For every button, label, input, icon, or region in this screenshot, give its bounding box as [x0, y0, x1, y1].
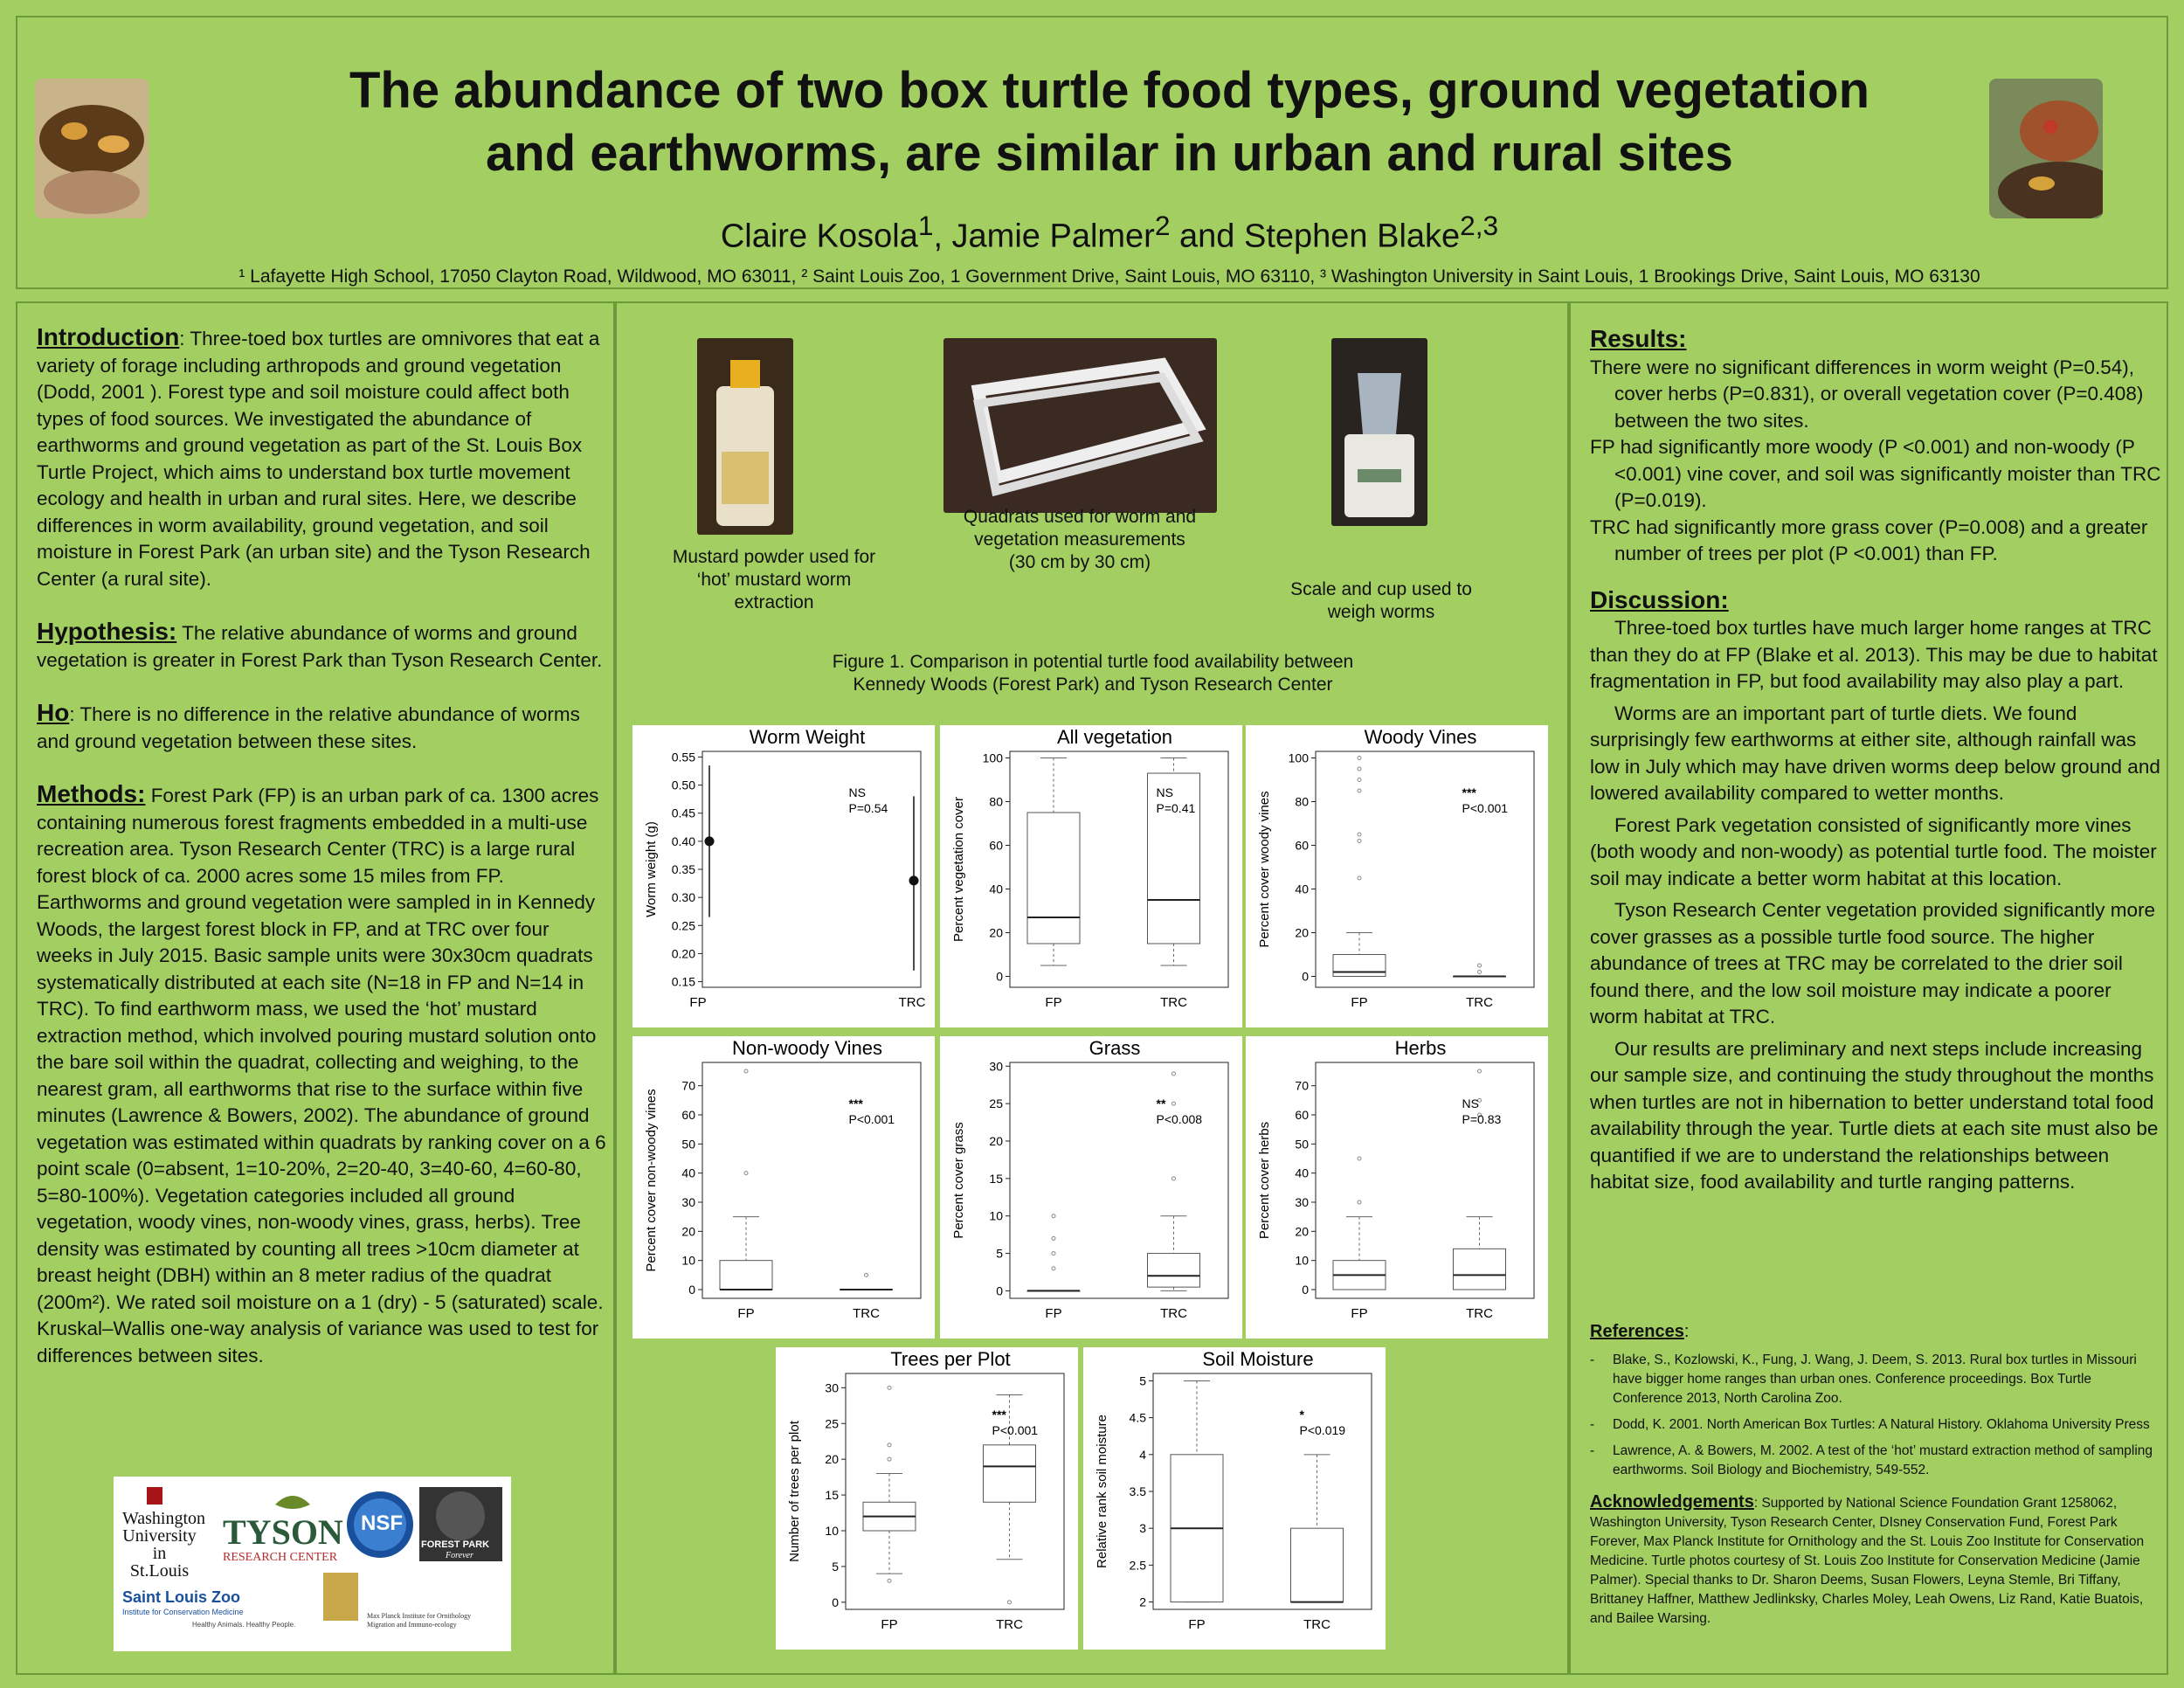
header-panel [16, 16, 2168, 289]
y-tick-label: 10 [681, 1253, 695, 1268]
p-value-label: P<0.019 [1299, 1423, 1346, 1437]
y-tick-label: 40 [989, 882, 1003, 896]
discussion-heading: Discussion: [1590, 585, 1729, 613]
x-tick-label: FP [689, 995, 707, 1010]
y-tick-label: 4 [1139, 1447, 1146, 1462]
outlier-point [888, 1579, 891, 1582]
intro-section [37, 324, 609, 592]
ho-text: : There is no difference in the relative abundance of worms and ground vegetation between these sites. [37, 703, 580, 752]
y-axis-label: Percent vegetation cover [951, 797, 966, 942]
p-value-label: P=0.54 [848, 801, 888, 815]
maxplanck-logo [367, 1612, 471, 1629]
discussion-paragraph: Worms are an important part of turtle diets. We found surprisingly few earthworms at either site, although rainfall was low in July which may have driven worms deep below ground and lowered availability compared to wetter months. [1590, 702, 2160, 804]
outlier-point [744, 1172, 748, 1175]
zoo-logo-sub: Institute for Conservation Medicine [122, 1608, 244, 1616]
x-tick-label: FP [737, 1306, 755, 1321]
y-tick-label: 0.35 [671, 862, 695, 876]
poster-title [280, 59, 1939, 185]
outlier-point [1052, 1214, 1055, 1218]
caption-line: Mustard powder used for [672, 547, 876, 567]
box [1333, 955, 1386, 977]
title-line-1: The abundance of two box turtle food types, ground vegetation [349, 62, 1870, 119]
scale-caption [1268, 578, 1495, 624]
author-name: and Stephen Blake [1170, 218, 1461, 255]
washu-logo-line: University [122, 1526, 197, 1546]
nsf-logo: NSF [361, 1512, 403, 1535]
significance-marker: *** [848, 1097, 863, 1110]
y-axis-label: Percent cover grass [951, 1122, 966, 1239]
y-tick-label: 0.30 [671, 890, 695, 905]
mean-point [909, 875, 919, 885]
y-tick-label: 0.50 [671, 778, 695, 792]
caption-line: (30 cm by 30 cm) [1008, 552, 1151, 572]
significance-marker: NS [848, 785, 866, 799]
chart-non-woody-vines [632, 1036, 935, 1339]
maxplanck-logo-line: Migration and Immuno-ecology [367, 1621, 457, 1629]
chart-title: Worm Weight [749, 726, 866, 748]
scale-photo [1331, 338, 1427, 526]
quadrat-caption [923, 506, 1237, 574]
x-tick-label: TRC [898, 995, 926, 1010]
chart-svg [940, 725, 1242, 1027]
affiliations: ¹ Lafayette High School, 17050 Clayton Road, Wildwood, MO 63011, ² Saint Louis Zoo, 1 Government Drive, Saint Louis, MO 63110, ³ Washington University in Saint Louis, 1 Brookings Drive, Saint Louis, MO 63130 [238, 266, 1980, 287]
y-tick-label: 3.5 [1129, 1484, 1146, 1498]
title-line-2: and earthworms, are similar in urban and rural sites [486, 125, 1733, 182]
methods-text: Forest Park (FP) is an urban park of ca. 1300 acres containing numerous forest fragments embedded in a multi-use recreation area. Tyson Research Center (TRC) is a large rural forest block of ca. 2000 acres some 15 miles from FP. Earthworms and ground vegetation were sampled in in Kennedy Woods, the largest forest block in FP, and at TRC over four weeks in July 2015. Basic sample units were 30x30cm quadrats systematically distributed at each site (N=18 in FP and N=14 in TRC). To find earthworm mass, we used the ‘hot’ mustard extraction method, which involved pouring mustard solution onto the bare soil within the quadrat, collecting and weighing, to the nearest gram, all earthworms that rise to the surface within five minutes (Lawrence & Bowers, 2002). The abundance of ground vegetation was estimated within quadrats by ranking cover on a 6 point scale (0=absent, 1=10-20%, 2=20-40, 3=40-60, 4=60-80, 5=80-100%). Vegetation categories included all ground vegetation, woody vines, non-woody vines, grass, herbs). Tree density was estimated by counting all trees >10cm diameter at breast height (DBH) within an 8 meter radius of the quadrat (200m²). We rated soil moisture on a 1 (dry) - 5 (saturated) scale. Kruskal–Wallis one-way analysis of variance was used to test for differences between sites. [37, 785, 606, 1366]
sponsor-logos [114, 1477, 511, 1651]
y-tick-label: 0.45 [671, 806, 695, 820]
y-tick-label: 0.40 [671, 834, 695, 848]
significance-marker: * [1299, 1408, 1304, 1422]
chart-frame [1316, 751, 1534, 987]
y-tick-label: 80 [989, 794, 1003, 809]
reference-text: Blake, S., Kozlowski, K., Fung, J. Wang, J. Deem, S. 2013. Rural box turtles in Missouri have bigger home ranges than urban ones. Conference proceedings. Box Turtle Conference 2013, North Carolina Zoo. [1613, 1352, 2137, 1406]
washu-logo-line: in St.Louis [129, 1544, 190, 1581]
author-name: , Jamie Palmer [933, 218, 1155, 255]
y-tick-label: 0.15 [671, 974, 695, 989]
y-tick-label: 20 [989, 925, 1003, 940]
acknowledgements [1590, 1492, 2162, 1629]
p-value-label: P<0.008 [1156, 1112, 1203, 1126]
outlier-point [1358, 840, 1361, 843]
mustard-caption [617, 546, 931, 614]
left-text [37, 324, 609, 1369]
y-tick-label: 15 [825, 1488, 839, 1503]
y-tick-label: 5 [832, 1559, 839, 1574]
y-tick-label: 3 [1139, 1521, 1146, 1536]
y-axis-label: Percent cover woody vines [1257, 791, 1272, 948]
x-tick-label: FP [1045, 995, 1062, 1010]
y-tick-label: 2 [1139, 1595, 1146, 1609]
y-tick-label: 25 [825, 1416, 839, 1431]
caption-line: vegetation measurements [974, 529, 1185, 550]
outlier-point [1478, 1069, 1482, 1073]
x-tick-label: TRC [853, 1306, 880, 1321]
y-tick-label: 5 [1139, 1373, 1146, 1388]
x-tick-label: FP [1045, 1306, 1062, 1321]
outlier-point [1358, 1200, 1361, 1204]
y-tick-label: 20 [1295, 1224, 1309, 1239]
references-section: References: - Blake, S., Kozlowski, K., Fung, J. Wang, J. Deem, S. 2013. Rural box turtles in Missouri have bigger home ranges than urban ones. Conference proceedings. Box Turtle Conference 2013, North Carolina Zoo. - Dodd, K. 2001. North American Box Turtles: A Natural History. Oklahoma University Press - Lawrence, A. & Bowers, M. 2002. A test of the ‘hot’ mustard extraction method of sampling earthworms. Soil Biology and Biochemistry, 549-552. Acknowledgements: Supported by National Science Foundation Grant 1258062, Washington University, Tyson Research Center, DIsney Conservation Fund, Forest Park Forever, Max Planck Institute for Ornithology and the St. Louis Zoo Institute for Conservation Medicine. Turtle photos courtesy of St. Louis Zoo Institute for Conservation Medicine (Jamie Palmer). Special thanks to Dr. Sharon Deems, Susan Flowers, Leyna Stemle, Bri Tiffany, Brittaney Haffner, Matthew Jedlinksky, Charles Moley, Leah Owens, Liz Rand, Katie Buatois, and Bailee Warsing. [1590, 1318, 2162, 1629]
y-tick-label: 40 [681, 1166, 695, 1180]
outlier-point [888, 1443, 891, 1447]
acknowledgements-text: : Supported by National Science Foundation Grant 1258062, Washington University, Tyson Research Center, DIsney Conservation Fund, Forest Park Forever, Max Planck Institute for Ornithology and the St. Louis Zoo Institute for Conservation Medicine. Turtle photos courtesy of St. Louis Zoo Institute for Conservation Medicine (Jamie Palmer). Special thanks to Dr. Sharon Deems, Susan Flowers, Leyna Stemle, Bri Tiffany, Brittaney Haffner, Matthew Jedlinksky, Charles Moley, Leah Owens, Liz Rand, Katie Buatois, and Bailee Warsing. [1590, 1495, 2145, 1626]
y-tick-label: 70 [681, 1078, 695, 1093]
chart-svg [1246, 1036, 1548, 1339]
results-item: FP had significantly more woody (P <0.001) and non-woody (P <0.001) vine cover, and soil was significantly moister than TRC (P=0.019). [1590, 436, 2161, 511]
y-tick-label: 30 [825, 1380, 839, 1395]
caption-line: weigh worms [1327, 602, 1435, 622]
ho-section [37, 700, 609, 755]
y-tick-label: 80 [1295, 794, 1309, 809]
y-tick-label: 50 [1295, 1137, 1309, 1152]
significance-marker: NS [1156, 785, 1173, 799]
y-tick-label: 10 [989, 1208, 1003, 1223]
y-tick-label: 0.25 [671, 918, 695, 933]
washu-logo-line: Washington [122, 1509, 206, 1528]
y-tick-label: 50 [681, 1137, 695, 1152]
y-axis-label: Worm weight (g) [644, 821, 659, 917]
y-tick-label: 30 [1295, 1195, 1309, 1209]
y-tick-label: 20 [825, 1452, 839, 1467]
outlier-point [888, 1457, 891, 1461]
y-tick-label: 0 [996, 969, 1003, 984]
outlier-point [1358, 789, 1361, 792]
x-tick-label: FP [1351, 995, 1368, 1010]
significance-marker: *** [992, 1408, 1006, 1422]
turtle-photo-left [35, 79, 149, 218]
reference-text: Lawrence, A. & Bowers, M. 2002. A test of the ‘hot’ mustard extraction method of sampling earthworms. Soil Biology and Biochemistry, 549-552. [1613, 1442, 2153, 1477]
outlier-point [1052, 1252, 1055, 1256]
chart-title: Woody Vines [1364, 726, 1477, 748]
reference-text: Dodd, K. 2001. North American Box Turtles: A Natural History. Oklahoma University Press [1613, 1416, 2150, 1432]
y-tick-label: 0 [832, 1595, 839, 1609]
chart-svg [776, 1347, 1078, 1650]
chart-title: Grass [1089, 1037, 1141, 1059]
chart-woody-vines [1246, 725, 1548, 1027]
chart-title: All vegetation [1056, 726, 1173, 748]
ho-heading: Ho [37, 699, 70, 726]
outlier-point [1358, 833, 1361, 836]
x-tick-label: TRC [1466, 995, 1493, 1010]
references-heading: References [1590, 1322, 1684, 1341]
caption-line: ‘hot’ mustard worm [696, 570, 852, 590]
mustard-photo [697, 338, 793, 535]
y-tick-label: 4.5 [1129, 1410, 1146, 1425]
hypothesis-heading: Hypothesis: [37, 618, 177, 645]
y-tick-label: 5 [996, 1246, 1003, 1261]
y-tick-label: 60 [1295, 838, 1309, 853]
y-tick-label: 0 [996, 1283, 1003, 1298]
box [1291, 1528, 1344, 1602]
outlier-point [1478, 971, 1482, 974]
chart-title: Soil Moisture [1202, 1348, 1314, 1370]
box [1148, 773, 1200, 944]
outlier-point [1358, 1157, 1361, 1160]
outlier-point [1172, 1072, 1176, 1076]
results-item: TRC had significantly more grass cover (P=0.008) and a greater number of trees per plot (P <0.001) than FP. [1590, 515, 2148, 564]
significance-marker: NS [1462, 1097, 1479, 1110]
y-tick-label: 2.5 [1129, 1558, 1146, 1573]
authors [280, 210, 1939, 256]
box [984, 1445, 1036, 1502]
x-tick-label: TRC [1160, 1306, 1187, 1321]
discussion-paragraph: Three-toed box turtles have much larger home ranges at TRC than they do at FP (Blake et al. 2013). This may be due to habitat fragmentation in FP, but food availability may also play a part. [1590, 617, 2158, 692]
x-tick-label: FP [1351, 1306, 1368, 1321]
tyson-logo-sub: RESEARCH CENTER [223, 1551, 338, 1564]
y-tick-label: 60 [1295, 1108, 1309, 1122]
chart-title: Herbs [1394, 1037, 1447, 1059]
outlier-point [1052, 1267, 1055, 1270]
chart-svg [940, 1036, 1242, 1339]
author-sup: 2,3 [1460, 210, 1499, 241]
y-tick-label: 100 [1288, 751, 1309, 765]
quadrat-photo [943, 338, 1217, 513]
author-sup: 1 [917, 210, 934, 241]
forest-park-logo-sub: Forever [446, 1551, 473, 1560]
caption-line: extraction [734, 592, 814, 612]
chart-svg [632, 725, 935, 1027]
y-axis-label: Relative rank soil moisture [1095, 1415, 1109, 1568]
y-tick-label: 0.20 [671, 946, 695, 961]
chart-grass [940, 1036, 1242, 1339]
x-tick-label: TRC [1466, 1306, 1493, 1321]
chart-worm-weight [632, 725, 935, 1027]
tyson-logo: TYSON [223, 1512, 343, 1552]
y-tick-label: 0.55 [671, 750, 695, 764]
y-tick-label: 0 [1302, 969, 1309, 984]
reference-item: - Dodd, K. 2001. North American Box Turtles: A Natural History. Oklahoma University Press [1590, 1416, 2150, 1432]
y-tick-label: 15 [989, 1171, 1003, 1186]
caption-line: Kennedy Woods (Forest Park) and Tyson Research Center [853, 675, 1333, 695]
y-tick-label: 0 [1302, 1283, 1309, 1297]
outlier-point [1358, 876, 1361, 880]
box [1148, 1254, 1200, 1288]
washu-logo [122, 1509, 206, 1581]
results-heading: Results: [1590, 325, 1687, 352]
significance-marker: *** [1462, 785, 1476, 799]
figure-caption [704, 651, 1482, 696]
x-tick-label: TRC [1160, 995, 1187, 1010]
significance-marker: ** [1156, 1097, 1166, 1110]
caption-line: Scale and cup used to [1290, 579, 1472, 599]
chart-all-vegetation [940, 725, 1242, 1027]
x-tick-label: TRC [1303, 1617, 1330, 1632]
p-value-label: P=0.83 [1462, 1112, 1502, 1126]
maxplanck-logo-line: Max Planck Institute for Ornithology [367, 1612, 472, 1620]
chart-svg [1083, 1347, 1386, 1650]
box [1454, 1249, 1506, 1290]
outlier-point [1358, 767, 1361, 771]
y-tick-label: 20 [989, 1134, 1003, 1148]
chart-title: Trees per Plot [890, 1348, 1011, 1370]
y-tick-label: 60 [989, 838, 1003, 853]
y-tick-label: 20 [681, 1224, 695, 1239]
y-axis-label: Percent cover non-woody vines [644, 1089, 659, 1272]
reference-item: - Lawrence, A. & Bowers, M. 2002. A test of the ‘hot’ mustard extraction method of sampling earthworms. Soil Biology and Biochemistry, 549-552. [1590, 1442, 2153, 1477]
outlier-point [1358, 757, 1361, 760]
outlier-point [744, 1069, 748, 1073]
chart-frame [702, 751, 921, 987]
discussion-paragraph: Tyson Research Center vegetation provided significantly more cover grasses as a possible turtle food source. The higher abundance of trees at TRC may be correlated to the drier soil found there, and the low soil moisture may indicate a poorer worm habitat at TRC. [1590, 899, 2156, 1027]
outlier-point [1008, 1601, 1012, 1604]
p-value-label: P<0.001 [848, 1112, 895, 1126]
acknowledgements-heading: Acknowledgements [1590, 1491, 1754, 1512]
outlier-point [1358, 778, 1361, 782]
mean-point [705, 836, 715, 846]
author-sup: 2 [1154, 210, 1171, 241]
right-column [1569, 301, 2168, 1675]
p-value-label: P<0.001 [1462, 801, 1509, 815]
y-tick-label: 10 [1295, 1253, 1309, 1268]
zoo-logo: Saint Louis Zoo [122, 1588, 240, 1606]
y-tick-label: 40 [1295, 1166, 1309, 1180]
chart-soil-moisture [1083, 1347, 1386, 1650]
chart-svg [632, 1036, 935, 1339]
results-section [1590, 326, 2162, 1196]
outlier-point [1172, 1102, 1176, 1105]
box [1027, 813, 1080, 944]
results-item: There were no significant differences in worm weight (P=0.54), cover herbs (P=0.831), or overall vegetation cover (P=0.408) between the two sites. [1590, 356, 2144, 432]
y-tick-label: 100 [982, 751, 1003, 765]
left-column [16, 301, 615, 1675]
y-tick-label: 10 [825, 1524, 839, 1538]
turtle-photo-right [1989, 79, 2103, 218]
caption-line: Quadrats used for worm and [963, 507, 1197, 527]
chart-title: Non-woody Vines [731, 1037, 883, 1059]
box [720, 1261, 772, 1290]
outlier-point [1478, 964, 1482, 967]
caption-line: Figure 1. Comparison in potential turtle food availability between [832, 652, 1354, 672]
outlier-point [865, 1273, 868, 1276]
outlier-point [888, 1386, 891, 1389]
y-tick-label: 0 [688, 1283, 695, 1297]
intro-text: : Three-toed box turtles are omnivores that eat a variety of forage including arthropods and ground vegetation (Dodd, 2001 ). Forest type and soil moisture could affect both types of food sources. We investigated the abundance of earthworms and ground vegetation as part of the St. Louis Box Turtle Project, which aims to understand box turtle movement ecology and health in urban and rural sites. Here, we describe differences in worm availability, ground vegetation, and soil moisture in Forest Park (an urban site) and the Tyson Research Center (a rural site). [37, 328, 600, 590]
hypothesis-section [37, 619, 609, 674]
zoo-logo-tagline: Healthy Animals. Healthy People. [192, 1621, 296, 1629]
outlier-point [1052, 1236, 1055, 1240]
chart-trees-per-plot [776, 1347, 1078, 1650]
forest-park-logo: FOREST PARK [421, 1539, 490, 1550]
discussion-paragraph: Our results are preliminary and next steps include increasing our sample size, and continuing the study throughout the months when turtles are not in hibernation to better understand total food availability through the year. Turtle diets at each site must also be quantified if we are to understand the relationships between habitat size, food availability and turtle ranging patterns. [1590, 1037, 2159, 1193]
y-tick-label: 30 [681, 1195, 695, 1209]
y-tick-label: 30 [989, 1059, 1003, 1074]
p-value-label: P<0.001 [992, 1423, 1039, 1437]
p-value-label: P=0.41 [1156, 801, 1196, 815]
intro-heading: Introduction [37, 323, 180, 350]
y-tick-label: 70 [1295, 1078, 1309, 1093]
outlier-point [1172, 1177, 1176, 1180]
discussion-paragraph: Forest Park vegetation consisted of significantly more vines (both woody and non-woody) as potential turtle food. The moister soil may indicate a better worm habitat at this location. [1590, 813, 2157, 889]
author-name: Claire Kosola [720, 218, 918, 255]
hypothesis-text: The relative abundance of worms and ground vegetation is greater in Forest Park than Tyson Research Center. [37, 622, 603, 671]
y-tick-label: 25 [989, 1097, 1003, 1111]
chart-svg [1246, 725, 1548, 1027]
methods-heading: Methods: [37, 780, 146, 807]
chart-herbs [1246, 1036, 1548, 1339]
reference-item: - Blake, S., Kozlowski, K., Fung, J. Wang, J. Deem, S. 2013. Rural box turtles in Missouri have bigger home ranges than urban ones. Conference proceedings. Box Turtle Conference 2013, North Carolina Zoo. [1590, 1352, 2137, 1406]
x-tick-label: FP [1188, 1617, 1206, 1632]
y-axis-label: Number of trees per plot [787, 1421, 802, 1562]
y-axis-label: Percent cover herbs [1257, 1121, 1272, 1240]
methods-section [37, 781, 609, 1369]
x-tick-label: TRC [996, 1617, 1023, 1632]
x-tick-label: FP [881, 1617, 898, 1632]
y-tick-label: 60 [681, 1108, 695, 1122]
y-tick-label: 40 [1295, 882, 1309, 896]
y-tick-label: 20 [1295, 925, 1309, 940]
